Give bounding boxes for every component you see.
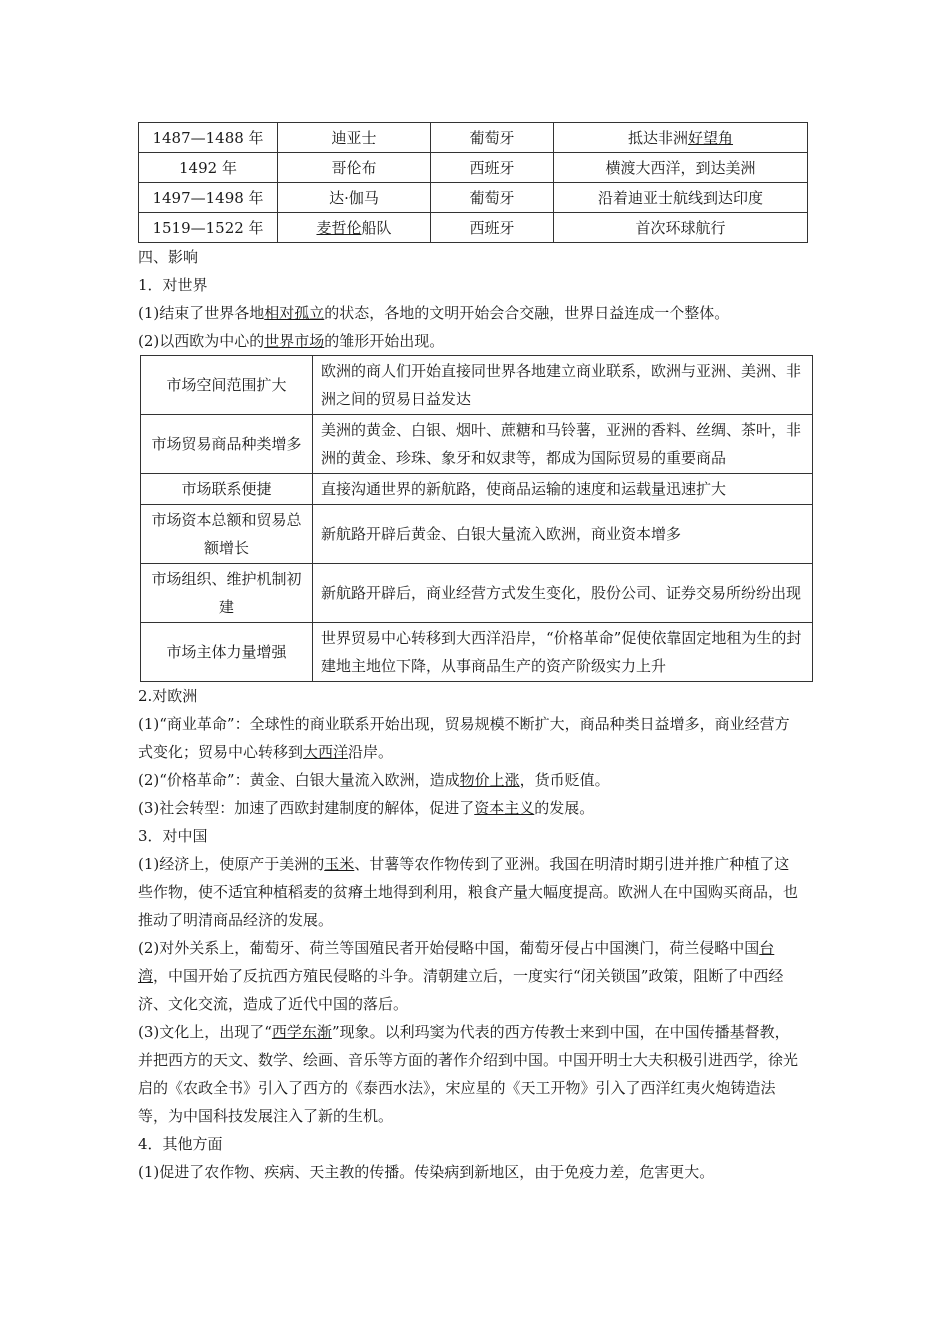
market-table	[140, 355, 813, 682]
market-aspect: 市场空间范围扩大	[141, 356, 313, 415]
section-heading: 四、影响	[138, 248, 199, 266]
subsection-heading: 4．其他方面	[138, 1135, 223, 1153]
paragraph: (3)文化上，出现了“西学东渐”现象。以利玛窦为代表的西方传教士来到中国，在中国传播基督教，并把西方的天文、数学、绘画、音乐等方面的著作介绍到中国。中国开明士大夫积极引进西学，徐光启的《农政全书》引入了西方的《泰西水法》，宋应星的《天工开物》引入了西洋红夷火炮铸造法等，为中国科技发展注入了新的生机。	[138, 1023, 799, 1125]
voyage-achievement: 首次环球航行	[554, 213, 808, 243]
market-aspect: 市场联系便捷	[141, 474, 313, 505]
market-aspect: 市场资本总额和贸易总额增长	[141, 505, 313, 564]
voyage-years: 1519—1522 年	[139, 213, 278, 243]
market-aspect: 市场组织、维护机制初建	[141, 564, 313, 623]
market-aspect: 市场主体力量增强	[141, 623, 313, 682]
table-row	[139, 153, 808, 183]
table-row	[141, 623, 813, 682]
market-description: 欧洲的商人们开始直接同世界各地建立商业联系，欧洲与亚洲、美洲、非洲之间的贸易日益发达	[313, 356, 813, 415]
underlined-term: 资本主义	[474, 799, 535, 817]
voyage-navigator: 迪亚士	[278, 123, 431, 153]
table-row	[141, 505, 813, 564]
paragraph: (1)促进了农作物、疾病、天主教的传播。传染病到新地区，由于免疫力差，危害更大。	[138, 1163, 715, 1181]
table-row	[141, 564, 813, 623]
paragraph: (2)“价格革命”：黄金、白银大量流入欧洲，造成物价上涨，货币贬值。	[138, 771, 610, 789]
voyage-achievement: 抵达非洲好望角	[554, 123, 808, 153]
underlined-term: 台湾	[138, 939, 775, 985]
voyage-years: 1492 年	[139, 153, 278, 183]
table-row	[141, 474, 813, 505]
table-row	[139, 123, 808, 153]
voyage-country: 西班牙	[431, 153, 554, 183]
market-description: 新航路开辟后，商业经营方式发生变化，股份公司、证券交易所纷纷出现	[313, 564, 813, 623]
paragraph: (1)“商业革命”：全球性的商业联系开始出现，贸易规模不断扩大，商品种类日益增多，商业经营方式变化；贸易中心转移到大西洋沿岸。	[138, 715, 790, 761]
underlined-term: 相对孤立	[264, 304, 325, 322]
underlined-term: 好望角	[688, 128, 734, 147]
voyage-navigator: 麦哲伦船队	[278, 213, 431, 243]
paragraph: (2)对外关系上，葡萄牙、荷兰等国殖民者开始侵略中国，葡萄牙侵占中国澳门，荷兰侵略中国台湾，中国开始了反抗西方殖民侵略的斗争。清朝建立后，一度实行“闭关锁国”政策，阻断了中西经济、文化交流，造成了近代中国的落后。	[138, 939, 784, 1013]
paragraph: (1)结束了世界各地相对孤立的状态，各地的文明开始会合交融，世界日益连成一个整体。	[138, 304, 730, 322]
voyage-years: 1487—1488 年	[139, 123, 278, 153]
voyage-country: 葡萄牙	[431, 183, 554, 213]
market-description: 美洲的黄金、白银、烟叶、蔗糖和马铃薯，亚洲的香料、丝绸、茶叶，非洲的黄金、珍珠、象牙和奴隶等，都成为国际贸易的重要商品	[313, 415, 813, 474]
underlined-term: 麦哲伦	[316, 218, 362, 237]
paragraph: (1)经济上，使原产于美洲的玉米、甘薯等农作物传到了亚洲。我国在明清时期引进并推广种植了这些作物，使不适宜种植稻麦的贫瘠土地得到利用，粮食产量大幅度提高。欧洲人在中国购买商品，也推动了明清商品经济的发展。	[138, 855, 799, 929]
subsection-heading: 2.对欧洲	[138, 687, 198, 705]
voyage-country: 西班牙	[431, 213, 554, 243]
subsection-heading: 1．对世界	[138, 276, 208, 294]
table-row	[139, 213, 808, 243]
voyage-country: 葡萄牙	[431, 123, 554, 153]
voyage-years: 1497—1498 年	[139, 183, 278, 213]
voyage-navigator: 哥伦布	[278, 153, 431, 183]
market-aspect: 市场贸易商品种类增多	[141, 415, 313, 474]
underlined-term: 西学东渐	[271, 1023, 332, 1041]
table-row	[141, 356, 813, 415]
voyages-table	[138, 122, 808, 243]
market-description: 新航路开辟后黄金、白银大量流入欧洲，商业资本增多	[313, 505, 813, 564]
underlined-term: 世界市场	[264, 332, 325, 350]
market-description: 直接沟通世界的新航路，使商品运输的速度和运载量迅速扩大	[313, 474, 813, 505]
voyage-achievement: 沿着迪亚士航线到达印度	[554, 183, 808, 213]
subsection-heading: 3．对中国	[138, 827, 208, 845]
voyage-navigator: 达·伽马	[278, 183, 431, 213]
voyage-achievement: 横渡大西洋，到达美洲	[554, 153, 808, 183]
underlined-term: 玉米	[324, 855, 355, 873]
underlined-term: 大西洋	[303, 743, 349, 761]
table-row	[141, 415, 813, 474]
table-row	[139, 183, 808, 213]
paragraph: (3)社会转型：加速了西欧封建制度的解体，促进了资本主义的发展。	[138, 799, 595, 817]
paragraph: (2)以西欧为中心的世界市场的雏形开始出现。	[138, 332, 445, 350]
market-description: 世界贸易中心转移到大西洋沿岸，“价格革命”促使依靠固定地租为生的封建地主地位下降，从事商品生产的资产阶级实力上升	[313, 623, 813, 682]
underlined-term: 物价上涨	[459, 771, 520, 789]
document-page	[138, 122, 818, 1186]
